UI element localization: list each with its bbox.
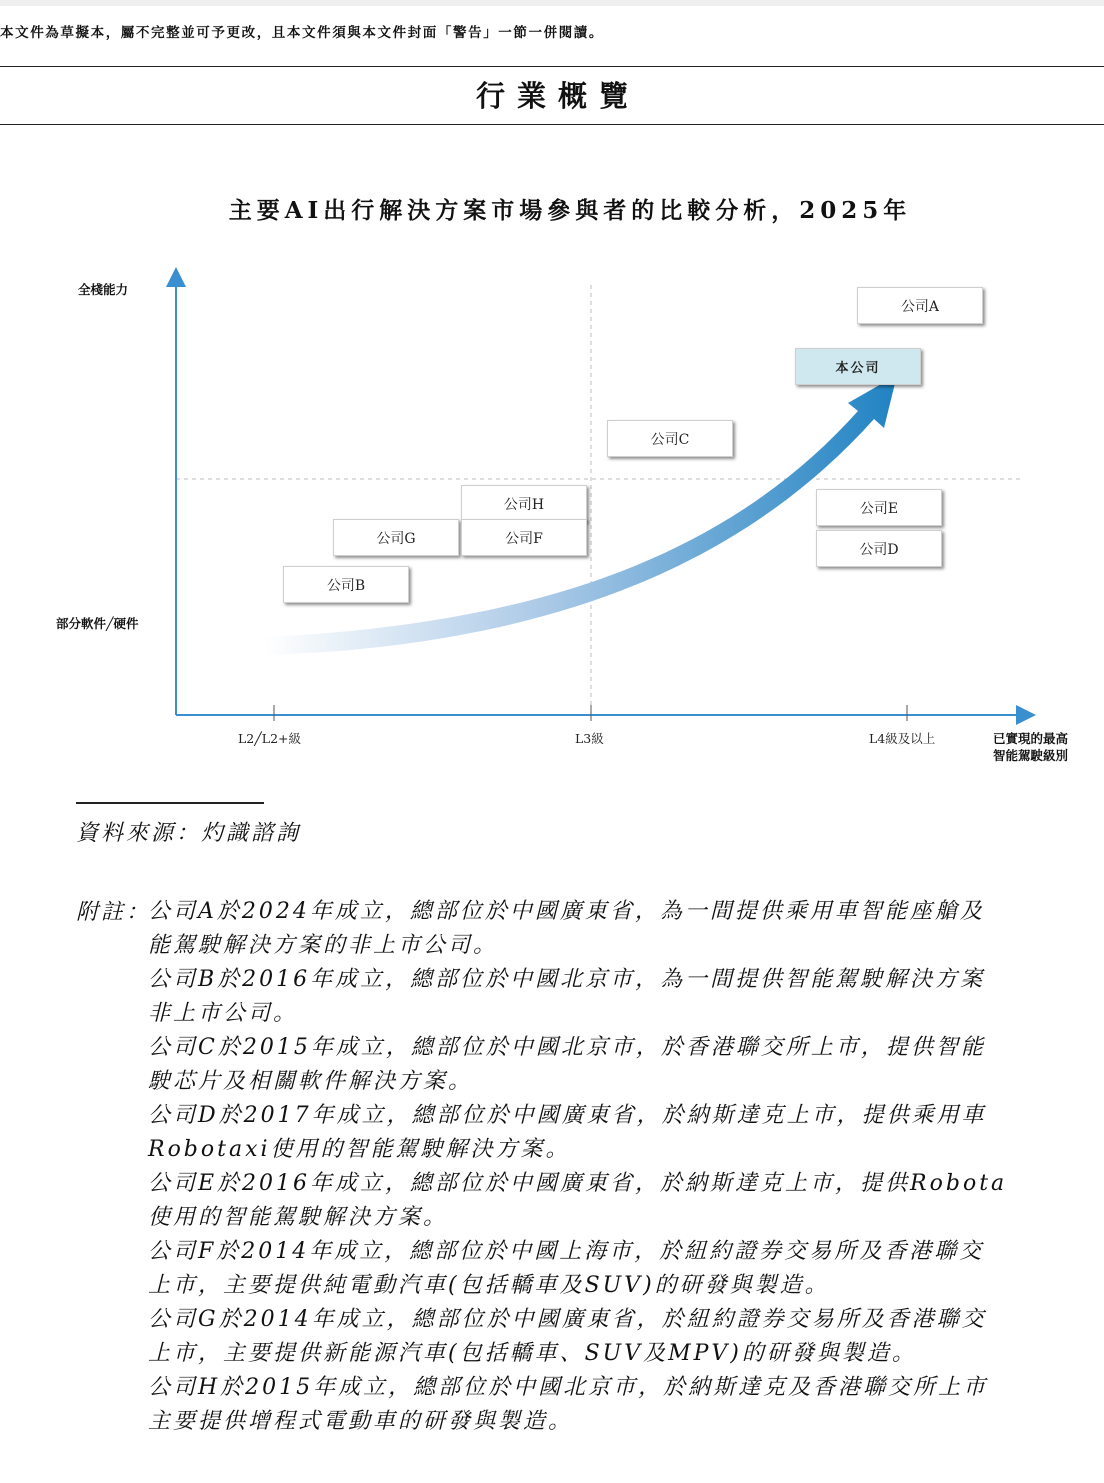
source-rule xyxy=(76,802,264,804)
header-bottom-rule xyxy=(0,124,1104,125)
note-line: 公司D於2017年成立，總部位於中國廣東省，於納斯達克上市，提供乘用車 xyxy=(148,1103,987,1128)
company-d-box: 公司D xyxy=(816,530,942,567)
note-line: Robotaxi使用的智能駕駛解決方案。 xyxy=(148,1137,571,1162)
note-line: 上市，主要提供新能源汽車(包括轎車、SUV及MPV)的研發與製造。 xyxy=(148,1341,917,1366)
company-b-box: 公司B xyxy=(283,566,409,603)
chart-title: 主要AI出行解決方案市場參與者的比較分析，2025年 xyxy=(228,197,912,224)
company-e-box: 公司E xyxy=(816,489,942,526)
x-axis-title-line2: 智能駕駛級別 xyxy=(993,748,1069,763)
draft-disclaimer: 本文件為草擬本，屬不完整並可予更改，且本文件須與本文件封面「警告」一節一併閱讀。 xyxy=(0,25,604,41)
market-positioning-chart xyxy=(0,255,1104,785)
note-company-b xyxy=(148,963,1104,1031)
notes-list xyxy=(148,895,1104,1439)
x-tick-label-l3: L3級 xyxy=(575,731,604,746)
note-company-e xyxy=(148,1167,1104,1235)
note-company-f xyxy=(148,1235,1104,1303)
notes-prefix: 附註： xyxy=(76,900,152,925)
x-tick-label-l4: L4級及以上 xyxy=(869,731,936,746)
header-top-rule xyxy=(0,66,1104,67)
note-line: 公司H於2015年成立，總部位於中國北京市，於納斯達克及香港聯交所上市 xyxy=(148,1375,989,1400)
company-h-box: 公司H xyxy=(461,485,587,522)
company-c-box: 公司C xyxy=(607,420,733,457)
company-f-box: 公司F xyxy=(461,519,587,556)
x-tick-label-l2: L2╱L2+級 xyxy=(238,731,302,746)
note-line: 公司A於2024年成立，總部位於中國廣東省，為一間提供乘用車智能座艙及 xyxy=(148,899,985,924)
source-line: 資料來源：灼識諮詢 xyxy=(76,821,302,846)
note-company-g xyxy=(148,1303,1104,1371)
note-company-d xyxy=(148,1099,1104,1167)
our-company-box: 本公司 xyxy=(795,348,921,385)
note-line: 能駕駛解決方案的非上市公司。 xyxy=(148,933,499,958)
note-line: 公司B於2016年成立，總部位於中國北京市，為一間提供智能駕駛解決方案 xyxy=(148,967,986,992)
company-g-box: 公司G xyxy=(333,519,459,556)
note-company-h xyxy=(148,1371,1104,1439)
y-axis-bottom-label: 部分軟件╱硬件 xyxy=(56,616,139,631)
note-line: 公司C於2015年成立，總部位於中國北京市，於香港聯交所上市，提供智能 xyxy=(148,1035,986,1060)
note-line: 主要提供增程式電動車的研發與製造。 xyxy=(148,1409,574,1434)
note-line: 使用的智能駕駛解決方案。 xyxy=(148,1205,449,1230)
top-bar xyxy=(0,0,1104,6)
x-axis-title-line1: 已實現的最高 xyxy=(993,731,1069,746)
company-a-box: 公司A xyxy=(857,287,983,324)
note-line: 公司G於2014年成立，總部位於中國廣東省，於紐約證券交易所及香港聯交 xyxy=(148,1307,987,1332)
note-company-c xyxy=(148,1031,1104,1099)
section-title: 行業概覽 xyxy=(475,79,640,113)
note-company-a xyxy=(148,895,1104,963)
note-line: 公司F於2014年成立，總部位於中國上海市，於紐約證券交易所及香港聯交 xyxy=(148,1239,985,1264)
note-line: 公司E於2016年成立，總部位於中國廣東省，於納斯達克上市，提供Robota xyxy=(148,1171,1008,1196)
note-line: 非上市公司。 xyxy=(148,1001,299,1026)
note-line: 上市，主要提供純電動汽車(包括轎車及SUV)的研發與製造。 xyxy=(148,1273,830,1298)
y-axis-top-label: 全棧能力 xyxy=(78,282,129,297)
note-line: 駛芯片及相關軟件解決方案。 xyxy=(148,1069,474,1094)
